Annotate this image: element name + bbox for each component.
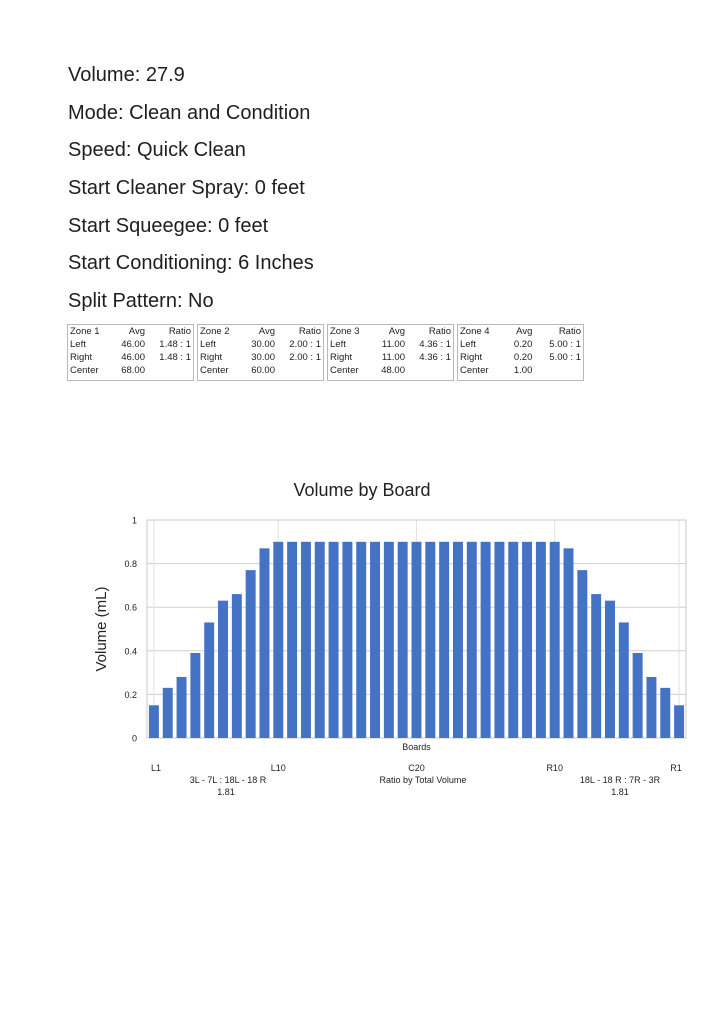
ratio-header: Ratio — [298, 326, 321, 337]
row-label: Center — [200, 365, 229, 376]
ratio-left-value: 1.81 — [217, 787, 235, 797]
bar — [398, 542, 408, 738]
x-tick-label: L1 — [150, 763, 162, 773]
bar — [177, 677, 187, 738]
bar — [370, 542, 380, 738]
y-axis-title: Volume (mL) — [93, 586, 110, 672]
row-label: Left — [460, 339, 476, 350]
bar — [273, 542, 283, 738]
bar — [536, 542, 546, 738]
bar — [591, 594, 601, 738]
avg-header: Avg — [258, 326, 275, 337]
ratio-value: 1.48 : 1 — [159, 339, 191, 350]
avg-value: 30.00 — [251, 352, 275, 363]
zone-table — [457, 324, 584, 381]
avg-value: 48.00 — [381, 365, 405, 376]
chart-svg — [0, 470, 724, 830]
y-tick-label: 0.8 — [124, 559, 137, 570]
bar — [163, 688, 173, 738]
bar — [605, 601, 615, 738]
ratio-right-label: 18L - 18 R : 7R - 3R — [579, 775, 661, 785]
bar — [259, 548, 269, 738]
bar — [425, 542, 435, 738]
mode-line: Mode: Clean and Condition — [68, 101, 311, 124]
avg-value: 11.00 — [381, 352, 405, 363]
y-tick-label: 0.6 — [124, 602, 137, 613]
ratio-value: 1.48 : 1 — [159, 352, 191, 363]
bar — [564, 548, 574, 738]
avg-value: 1.00 — [513, 365, 533, 376]
bar — [218, 601, 228, 738]
row-label: Right — [330, 352, 353, 363]
start-conditioning-line: Start Conditioning: 6 Inches — [68, 252, 314, 275]
bar — [329, 542, 339, 738]
bar — [204, 622, 214, 738]
ratio-value — [407, 364, 453, 377]
ratio-value — [277, 364, 323, 377]
speed-line: Speed: Quick Clean — [68, 139, 246, 162]
avg-value: 0.20 — [513, 352, 533, 363]
split-pattern-line: Split Pattern: No — [68, 290, 214, 313]
avg-value: 60.00 — [251, 365, 275, 376]
ratio-right-value: 1.81 — [611, 787, 629, 797]
ratio-header: Ratio — [558, 326, 581, 337]
ratio-value: 2.00 : 1 — [289, 339, 321, 350]
bar — [384, 542, 394, 738]
zone-name: Zone 3 — [330, 326, 360, 337]
ratio-value: 4.36 : 1 — [419, 352, 451, 363]
pattern-info — [68, 62, 314, 326]
bar — [149, 705, 159, 738]
bar — [439, 542, 449, 738]
volume-chart — [0, 470, 724, 830]
ratio-value: 5.00 : 1 — [549, 352, 581, 363]
bar — [633, 653, 643, 738]
x-tick-label: L10 — [270, 763, 286, 773]
row-label: Left — [330, 339, 346, 350]
bar — [660, 688, 670, 738]
bar — [232, 594, 242, 738]
zone-name: Zone 1 — [70, 326, 100, 337]
bar — [342, 542, 352, 738]
avg-value: 0.20 — [513, 339, 533, 350]
avg-header: Avg — [388, 326, 405, 337]
bar — [494, 542, 504, 738]
row-label: Right — [460, 352, 483, 363]
zone-table — [197, 324, 324, 381]
avg-value: 46.00 — [121, 339, 145, 350]
avg-value: 68.00 — [121, 365, 145, 376]
bar — [577, 570, 587, 738]
avg-value: 30.00 — [251, 339, 275, 350]
ratio-value: 2.00 : 1 — [289, 352, 321, 363]
avg-value: 11.00 — [381, 339, 405, 350]
bar — [412, 542, 422, 738]
row-label: Center — [460, 365, 489, 376]
y-tick-label: 1 — [131, 515, 137, 526]
x-axis-title: Boards — [402, 742, 431, 752]
x-tick-label: C20 — [408, 763, 425, 773]
zone-table — [327, 324, 454, 381]
bar — [674, 705, 684, 738]
row-label: Left — [200, 339, 216, 350]
bar — [522, 542, 532, 738]
bar — [315, 542, 325, 738]
ratio-left-label: 3L - 7L : 18L - 18 R — [189, 775, 267, 785]
ratio-value: 5.00 : 1 — [549, 339, 581, 350]
bar — [467, 542, 477, 738]
bar — [287, 542, 297, 738]
y-tick-label: 0.4 — [124, 646, 137, 657]
zone-name: Zone 2 — [200, 326, 230, 337]
ratio-header: Ratio — [168, 326, 191, 337]
zone-table — [67, 324, 194, 381]
ratio-center-label: Ratio by Total Volume — [379, 775, 467, 785]
row-label: Right — [200, 352, 223, 363]
x-tick-label: R1 — [670, 763, 682, 773]
bar — [246, 570, 256, 738]
bar — [508, 542, 518, 738]
start-squeegee-line: Start Squeegee: 0 feet — [68, 214, 269, 237]
bar — [301, 542, 311, 738]
bar — [550, 542, 560, 738]
x-tick-label: R10 — [546, 763, 563, 773]
row-label: Center — [330, 365, 359, 376]
bar — [619, 622, 629, 738]
bar — [356, 542, 366, 738]
y-tick-label: 0 — [131, 733, 137, 744]
chart-title: Volume by Board — [293, 480, 431, 500]
y-tick-label: 0.2 — [124, 689, 137, 700]
ratio-value — [147, 364, 193, 377]
ratio-value: 4.36 : 1 — [419, 339, 451, 350]
bar — [481, 542, 491, 738]
row-label: Right — [70, 352, 93, 363]
bar — [190, 653, 200, 738]
avg-value: 46.00 — [121, 352, 145, 363]
volume-line: Volume: 27.9 — [68, 64, 185, 86]
bar — [646, 677, 656, 738]
ratio-header: Ratio — [428, 326, 451, 337]
zone-tables — [67, 324, 584, 381]
start-cleaner-spray-line: Start Cleaner Spray: 0 feet — [68, 177, 305, 200]
ratio-value — [534, 364, 583, 377]
bar — [453, 542, 463, 738]
zone-name: Zone 4 — [460, 326, 490, 337]
row-label: Center — [70, 365, 99, 376]
avg-header: Avg — [516, 326, 533, 337]
avg-header: Avg — [128, 326, 145, 337]
row-label: Left — [70, 339, 86, 350]
